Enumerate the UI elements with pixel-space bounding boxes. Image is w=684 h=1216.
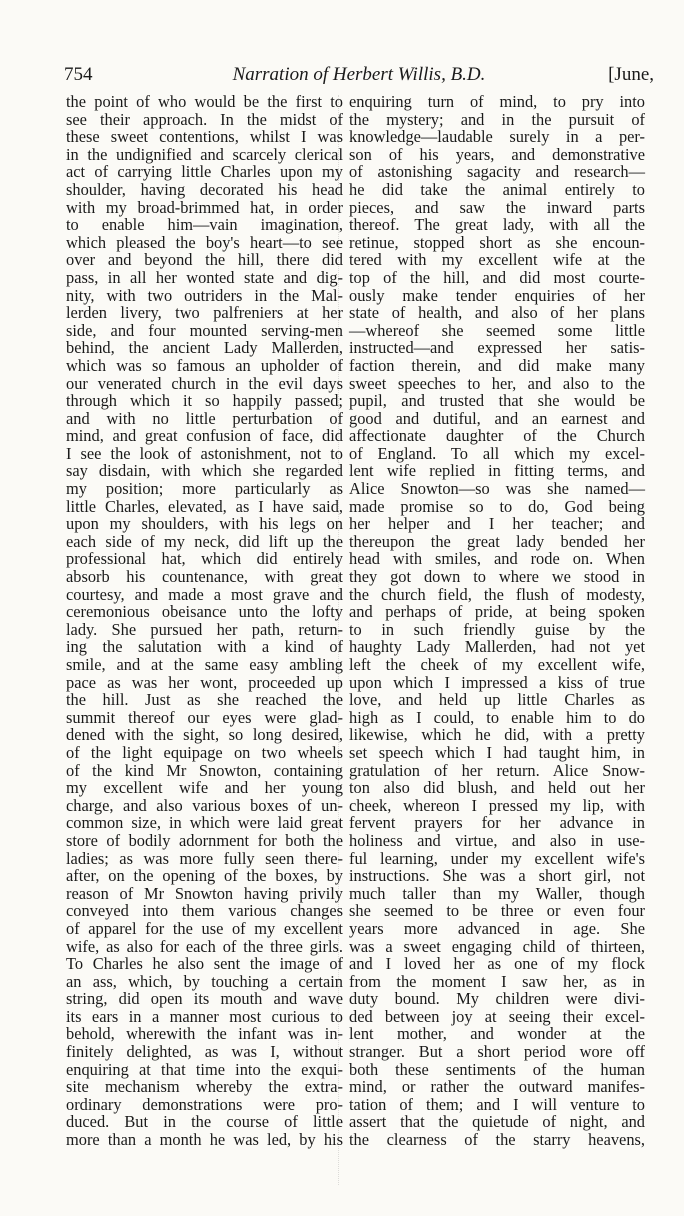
text-line: its ears in a manner most curious to	[66, 1006, 343, 1026]
text-line: say disdain, with which she regarded	[66, 461, 343, 481]
header-month: [June,	[608, 64, 654, 85]
text-line: the hill. Just as she reached the	[66, 690, 343, 710]
text-line: tation of them; and I will venture to	[349, 1094, 645, 1114]
text-line: ing the salutation with a kind of	[66, 637, 343, 657]
text-line: I see the look of astonishment, not to	[66, 443, 343, 463]
text-line: upon my shoulders, with his legs on	[66, 514, 343, 534]
text-line: —whereof she seemed some little	[349, 320, 645, 340]
text-line: summit thereof our eyes were glad-	[66, 707, 343, 727]
text-line: was a sweet engaging child of thirteen,	[349, 936, 645, 956]
text-line: knowledge—laudable surely in a per-	[349, 127, 645, 147]
text-line: ordinary demonstrations were pro-	[66, 1094, 343, 1114]
text-line: little Charles, elevated, as I have said,	[66, 496, 343, 516]
text-line: dened with the sight, so long desired,	[66, 725, 343, 745]
text-line: stranger. But a short period wore off	[349, 1042, 645, 1062]
text-line: of England. To all which my excel-	[349, 443, 645, 463]
text-line: she seemed to be three or even four	[349, 901, 645, 921]
text-line: instructed—and expressed her satis-	[349, 338, 645, 358]
text-line: fervent prayers for her advance in	[349, 813, 645, 833]
text-line: thereof. The great lady, with all the	[349, 215, 645, 235]
page-number: 754	[64, 64, 93, 85]
text-line: he did take the animal entirely to	[349, 179, 645, 199]
text-line: over and beyond the hill, there did	[66, 250, 343, 270]
text-line: ously make tender enquiries of her	[349, 285, 645, 305]
text-line: good and dutiful, and an earnest and	[349, 408, 645, 428]
left-column	[66, 93, 343, 1149]
text-line: lent wife replied in fitting terms, and	[349, 461, 645, 481]
text-line: of the kind Mr Snowton, containing	[66, 760, 343, 780]
text-line: set speech which I had taught him, in	[349, 742, 645, 762]
text-line: which pleased the boy's heart—to see	[66, 232, 343, 252]
text-line: of astonishing sagacity and research—	[349, 162, 645, 182]
text-line: nity, with two outriders in the Mal-	[66, 285, 343, 305]
text-line: charge, and also various boxes of un-	[66, 795, 343, 815]
text-line: string, did open its mouth and wave	[66, 989, 343, 1009]
text-line: Alice Snowton—so was she named—	[349, 479, 645, 499]
text-line: sweet speeches to her, and also to the	[349, 373, 645, 393]
text-line: side, and four mounted serving-men	[66, 320, 343, 340]
text-line: faction therein, and did make many	[349, 355, 645, 375]
text-line: lent mother, and wonder at the	[349, 1024, 645, 1044]
text-line: top of the hill, and did most courte-	[349, 267, 645, 287]
text-line: and I loved her as one of my flock	[349, 954, 645, 974]
text-line: To Charles he also sent the image of	[66, 954, 343, 974]
text-line: the church field, the flush of modesty,	[349, 584, 645, 604]
text-line: and perhaps of pride, at being spoken	[349, 602, 645, 622]
text-line: professional hat, which did entirely	[66, 549, 343, 569]
text-line: to in such friendly guise by the	[349, 619, 645, 639]
text-line: my position; more particularly as	[66, 479, 343, 499]
text-line: more than a month he was led, by his	[66, 1130, 343, 1150]
text-line: act of carrying little Charles upon my	[66, 162, 343, 182]
text-line: store of bodily adornment for both the	[66, 830, 343, 850]
running-title: Narration of Herbert Willis, B.D.	[232, 64, 486, 85]
text-line: with my broad-brimmed hat, in order	[66, 197, 343, 217]
text-line: pace as was her wont, proceeded up	[66, 672, 343, 692]
text-line: years more advanced in age. She	[349, 918, 645, 938]
text-line: the clearness of the starry heavens,	[349, 1130, 645, 1150]
text-line: both these sentiments of the human	[349, 1059, 645, 1079]
text-line: which was so famous an upholder of	[66, 355, 343, 375]
text-line: see their approach. In the midst of	[66, 109, 343, 129]
text-line: site mechanism whereby the extra-	[66, 1077, 343, 1097]
text-line: assert that the quietude of night, and	[349, 1112, 645, 1132]
text-line: of the light equipage on two wheels	[66, 742, 343, 762]
text-line: smile, and at the same easy ambling	[66, 655, 343, 674]
text-line: tered with my excellent wife at the	[349, 250, 645, 270]
text-line: affectionate daughter of the Church	[349, 426, 645, 446]
right-column	[349, 93, 645, 1149]
text-line: pieces, and saw the inward parts	[349, 197, 645, 217]
text-line: ded between joy at seeing their excel-	[349, 1006, 645, 1026]
text-line: her helper and I her teacher; and	[349, 514, 645, 534]
text-line: courtesy, and made a most grave and	[66, 584, 343, 604]
text-line: from the moment I saw her, as in	[349, 971, 645, 991]
text-line: upon which I impressed a kiss of true	[349, 672, 645, 692]
text-line: left the cheek of my excellent wife,	[349, 655, 645, 674]
text-line: each side of my neck, did lift up the	[66, 531, 343, 551]
text-line: behind, the ancient Lady Mallerden,	[66, 338, 343, 358]
text-line: ladies; as was more fully seen there-	[66, 848, 343, 868]
text-line: haughty Lady Mallerden, had not yet	[349, 637, 645, 657]
text-line: our venerated church in the evil days	[66, 373, 343, 393]
text-line: lerden livery, two palfreniers at her	[66, 303, 343, 323]
text-line: in the undignified and scarcely clerical	[66, 144, 343, 164]
text-line: pass, in all her wonted state and dig-	[66, 267, 343, 287]
text-line: duty bound. My children were divi-	[349, 989, 645, 1009]
text-line: mind, or rather the outward manifes-	[349, 1077, 645, 1097]
text-line: an ass, which, by touching a certain	[66, 971, 343, 991]
text-line: absorb his countenance, with great	[66, 567, 343, 587]
text-line: reason of Mr Snowton having privily	[66, 883, 343, 903]
text-line: and with no little perturbation of	[66, 408, 343, 428]
text-line: after, on the opening of the boxes, by	[66, 866, 343, 886]
text-line: my excellent wife and her young	[66, 778, 343, 798]
text-line: lady. She pursued her path, return-	[66, 619, 343, 639]
text-line: enquiring turn of mind, to pry into	[349, 92, 645, 111]
text-line: the mystery; and in the pursuit of	[349, 109, 645, 129]
text-line: likewise, which he did, with a pretty	[349, 725, 645, 745]
text-line: the point of who would be the first to	[66, 92, 343, 111]
text-line: made promise so to do, God being	[349, 496, 645, 516]
text-line: of apparel for the use of my excellent	[66, 918, 343, 938]
text-line: high as I could, to enable him to do	[349, 707, 645, 727]
text-line: these sweet contentions, whilst I was	[66, 127, 343, 147]
text-line: conveyed into them various changes	[66, 901, 343, 921]
text-line: much taller than my Waller, though	[349, 883, 645, 903]
text-line: through which it so happily passed;	[66, 391, 343, 411]
text-line: duced. But in the course of little	[66, 1112, 343, 1132]
text-line: shoulder, having decorated his head	[66, 179, 343, 199]
text-line: state of health, and also of her plans	[349, 303, 645, 323]
text-line: gratulation of her return. Alice Snow-	[349, 760, 645, 780]
text-line: pupil, and trusted that she would be	[349, 391, 645, 411]
text-line: love, and held up little Charles as	[349, 690, 645, 710]
text-line: ton also did blush, and held out her	[349, 778, 645, 798]
text-line: wife, as also for each of the three girls.	[66, 936, 343, 956]
text-line: thereupon the great lady bended her	[349, 531, 645, 551]
text-line: they got down to where we stood in	[349, 567, 645, 587]
text-line: son of his years, and demonstrative	[349, 144, 645, 164]
running-header	[64, 64, 654, 90]
text-line: enquiring at that time into the exqui-	[66, 1059, 343, 1079]
text-line: ful learning, under my excellent wife's	[349, 848, 645, 868]
text-line: head with smiles, and rode on. When	[349, 549, 645, 569]
text-line: holiness and virtue, and also in use-	[349, 830, 645, 850]
text-line: to enable him—vain imagination,	[66, 215, 343, 235]
text-line: retinue, stopped short as she encoun-	[349, 232, 645, 252]
text-line: behold, wherewith the infant was in-	[66, 1024, 343, 1044]
text-line: common size, in which were laid great	[66, 813, 343, 833]
text-line: cheek, whereon I pressed my lip, with	[349, 795, 645, 815]
text-line: finitely delighted, as was I, without	[66, 1042, 343, 1062]
text-line: ceremonious obeisance unto the lofty	[66, 602, 343, 622]
text-line: instructions. She was a short girl, not	[349, 866, 645, 886]
text-line: mind, and great confusion of face, did	[66, 426, 343, 446]
